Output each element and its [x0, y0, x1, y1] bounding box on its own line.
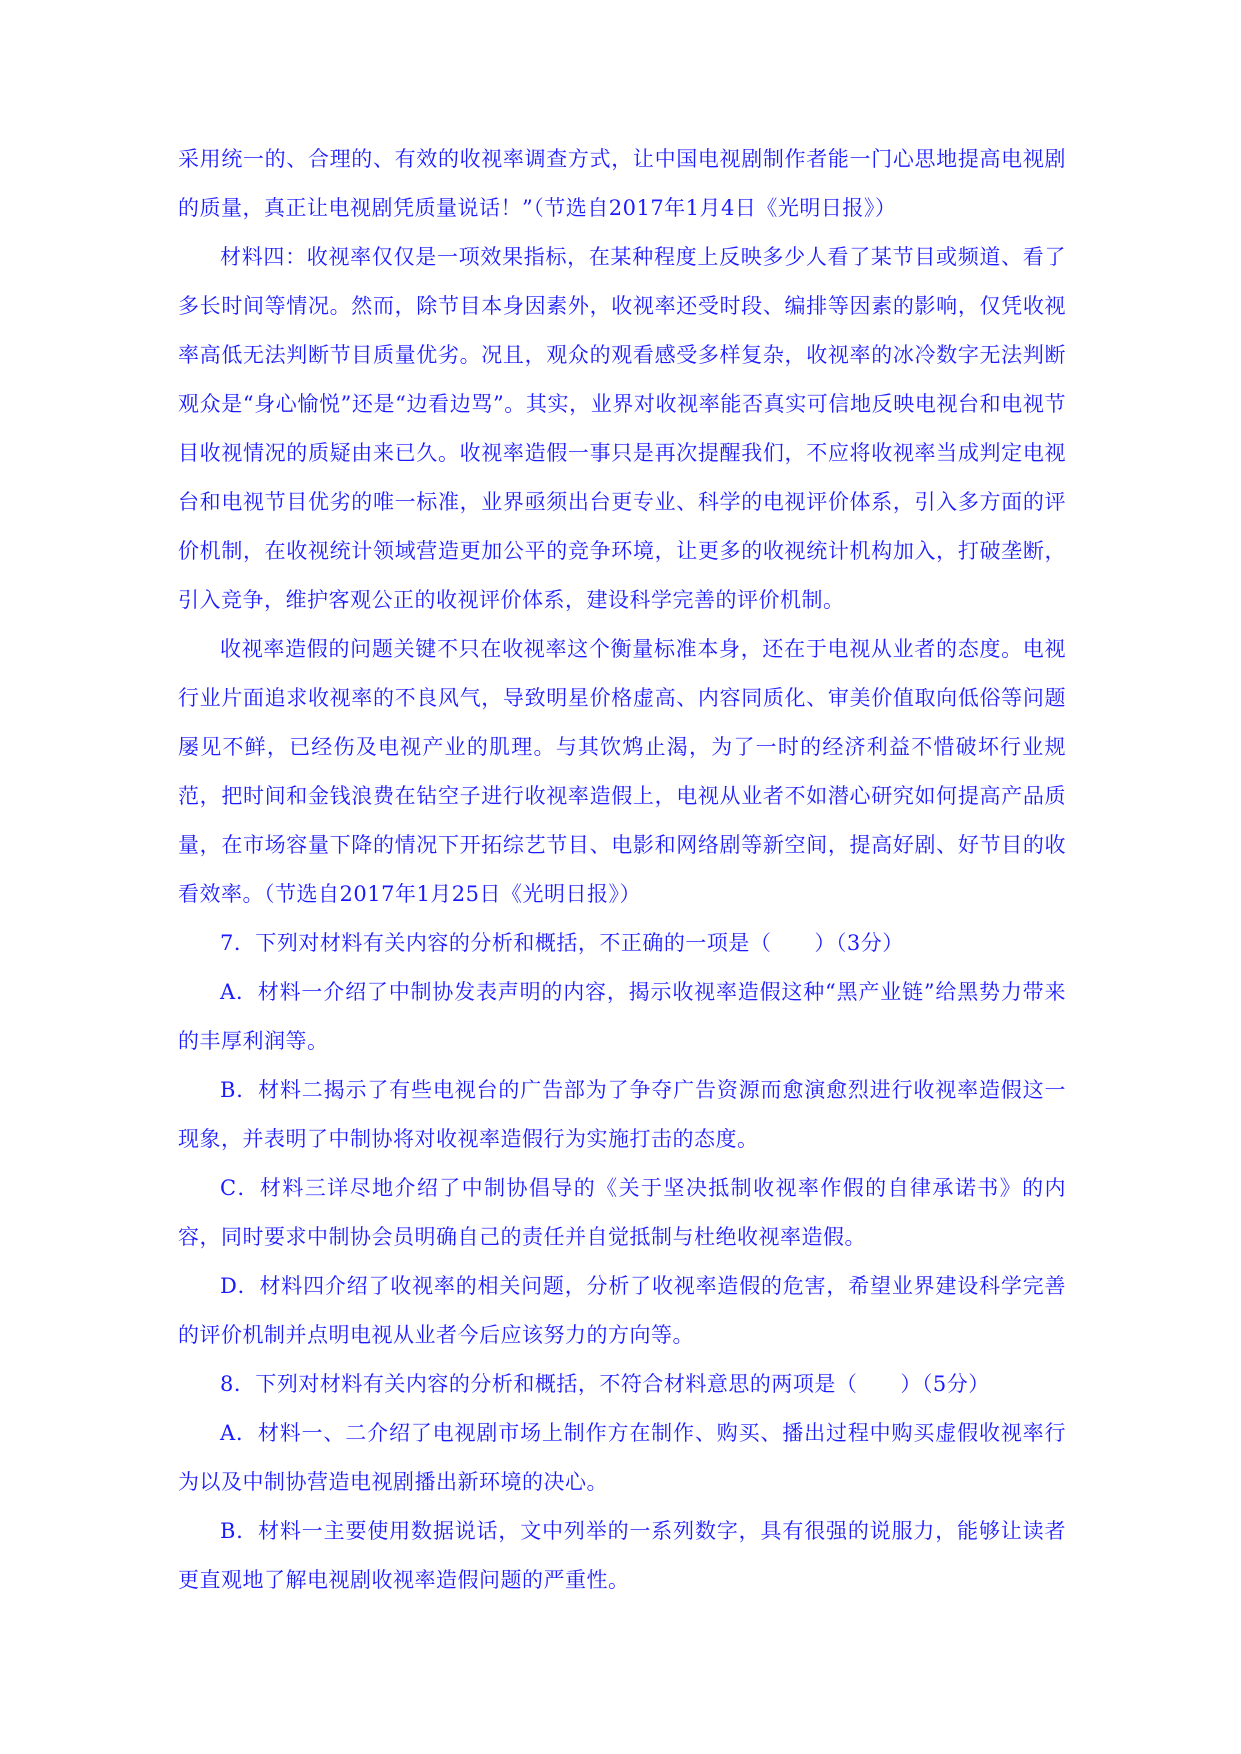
- question-8-stem: 8．下列对材料有关内容的分析和概括，不符合材料意思的两项是（ ）（5分）: [220, 1372, 990, 1396]
- question-8-option-b: B．材料一主要使用数据说话，文中列举的一系列数字，具有很强的说服力，能够让读者更直观地了解电视剧收视率造假问题的严重性。: [178, 1519, 1066, 1592]
- paragraph-material-four: 材料四：收视率仅仅是一项效果指标，在某种程度上反映多少人看了某节目或频道、看了多长时间等情况。然而，除节目本身因素外，收视率还受时段、编排等因素的影响，仅凭收视率高低无法判断节目质量优劣。况且，观众的观看感受多样复杂，收视率的冰冷数字无法判断观众是“身心愉悦”还是“边看边骂”。其实，业界对收视率能否真实可信地反映电视台和电视节目收视情况的质疑由来已久。收视率造假一事只是再次提醒我们，不应将收视率当成判定电视台和电视节目优劣的唯一标准，业界亟须出台更专业、科学的电视评价体系，引入多方面的评价机制，在收视统计领域营造更加公平的竞争环境，让更多的收视统计机构加入，打破垄断，引入竞争，维护客观公正的收视评价体系，建设科学完善的评价机制。: [178, 245, 1066, 612]
- question-8-option-a: A．材料一、二介绍了电视剧市场上制作方在制作、购买、播出过程中购买虚假收视率行为以及中制协营造电视剧播出新环境的决心。: [178, 1421, 1066, 1494]
- paragraph-material-four-continued: 收视率造假的问题关键不只在收视率这个衡量标准本身，还在于电视从业者的态度。电视行业片面追求收视率的不良风气，导致明星价格虚高、内容同质化、审美价值取向低俗等问题屡见不鲜，已经伤及电视产业的肌理。与其饮鸩止渴，为了一时的经济利益不惜破坏行业规范，把时间和金钱浪费在钻空子进行收视率造假上，电视从业者不如潜心研究如何提高产品质量，在市场容量下降的情况下开拓综艺节目、电影和网络剧等新空间，提高好剧、好节目的收看效率。（节选自2017年1月25日《光明日报》）: [178, 637, 1066, 906]
- document-page: [178, 135, 1066, 1605]
- question-7-option-d: D．材料四介绍了收视率的相关问题，分析了收视率造假的危害，希望业界建设科学完善的评价机制并点明电视从业者今后应该努力的方向等。: [178, 1274, 1066, 1347]
- paragraph-continuation: 采用统一的、合理的、有效的收视率调查方式，让中国电视剧制作者能一门心思地提高电视剧的质量，真正让电视剧凭质量说话！”（节选自2017年1月4日《光明日报》）: [178, 147, 1066, 220]
- question-7-option-c: C．材料三详尽地介绍了中制协倡导的《关于坚决抵制收视率作假的自律承诺书》的内容，同时要求中制协会员明确自己的责任并自觉抵制与杜绝收视率造假。: [178, 1176, 1066, 1249]
- question-7-option-b: B．材料二揭示了有些电视台的广告部为了争夺广告资源而愈演愈烈进行收视率造假这一现象，并表明了中制协将对收视率造假行为实施打击的态度。: [178, 1078, 1066, 1151]
- question-7-stem: 7．下列对材料有关内容的分析和概括，不正确的一项是（ ）（3分）: [220, 931, 904, 955]
- question-7-option-a: A．材料一介绍了中制协发表声明的内容，揭示收视率造假这种“黑产业链”给黑势力带来的丰厚利润等。: [178, 980, 1066, 1053]
